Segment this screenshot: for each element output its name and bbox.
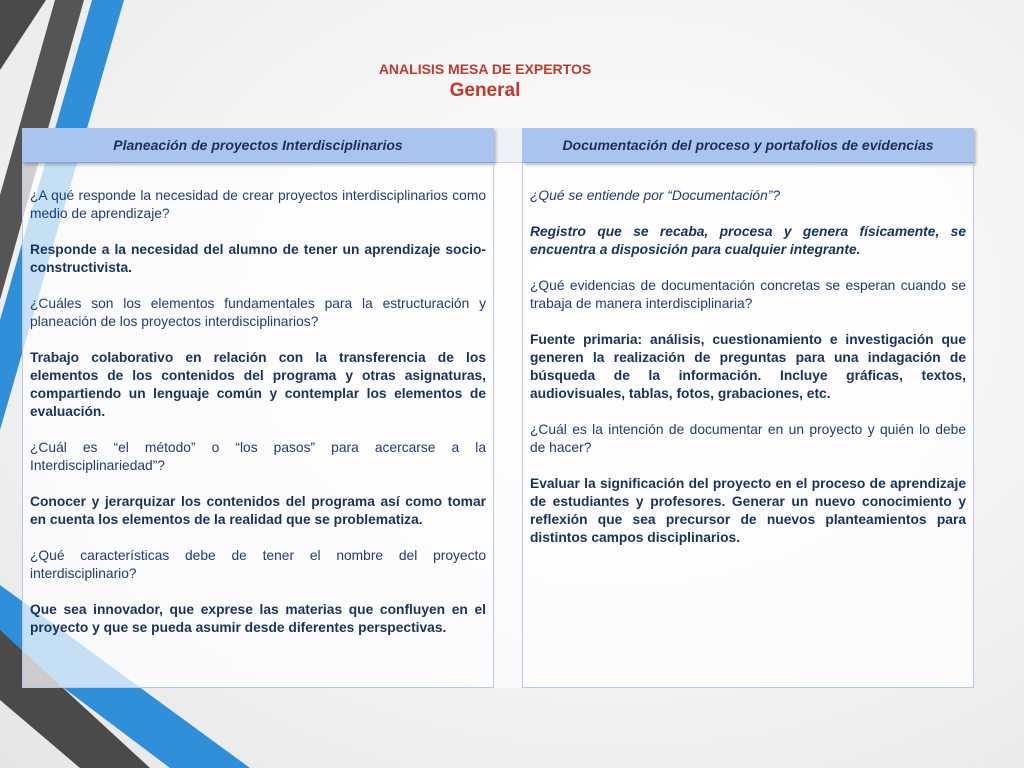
left-column-body xyxy=(22,163,494,688)
right-answer-3: Evaluar la significación del proyecto en el proceso de aprendizaje de estudiantes y profesores. Generar un nuevo conocimiento y reflexión que sea precursor de nuevos planteamientos para distintos campos disciplinarios. xyxy=(530,476,966,545)
left-question-4: ¿Qué características debe de tener el nombre del proyecto interdisciplinario? xyxy=(30,548,486,581)
right-question-3: ¿Cuál es la intención de documentar en un proyecto y quién lo debe de hacer? xyxy=(530,422,966,455)
right-answer-1: Registro que se recaba, procesa y genera físicamente, se encuentra a disposición para cualquier integrante. xyxy=(530,224,966,257)
left-question-1: ¿A qué responde la necesidad de crear proyectos interdisciplinarios como medio de aprendizaje? xyxy=(30,188,486,221)
page-title: ANALISIS MESA DE EXPERTOS xyxy=(378,61,592,77)
left-column xyxy=(22,128,494,688)
left-answer-2: Trabajo colaborativo en relación con la transferencia de los elementos de los contenidos del programa y otras asignaturas, compartiendo un lenguaje común y contemplar los elementos de evaluación. xyxy=(30,350,486,419)
left-question-3: ¿Cuál es “el método” o “los pasos” para acercarse a la Interdisciplinariedad”? xyxy=(30,440,486,473)
left-column-header: Planeación de proyectos Interdisciplinarios xyxy=(22,128,494,163)
right-column-body xyxy=(522,163,974,688)
right-question-1: ¿Qué se entiende por “Documentación”? xyxy=(530,188,781,203)
right-column xyxy=(522,128,974,688)
right-column-header: Documentación del proceso y portafolios de evidencias xyxy=(522,128,974,163)
left-answer-3: Conocer y jerarquizar los contenidos del programa así como tomar en cuenta los elementos de la realidad que se problematiza. xyxy=(30,494,486,527)
left-answer-1: Responde a la necesidad del alumno de tener un aprendizaje socio-constructivista. xyxy=(30,242,486,275)
left-answer-4: Que sea innovador, que exprese las materias que confluyen en el proyecto y que se pueda asumir desde diferentes perspectivas. xyxy=(30,602,486,635)
page-subtitle: General xyxy=(449,80,521,101)
left-question-2: ¿Cuáles son los elementos fundamentales para la estructuración y planeación de los proyectos interdisciplinarios? xyxy=(30,296,486,329)
column-spacer xyxy=(494,128,522,688)
right-question-2: ¿Qué evidencias de documentación concretas se esperan cuando se trabaja de manera interdisciplinaria? xyxy=(530,278,966,311)
right-answer-2: Fuente primaria: análisis, cuestionamiento e investigación que generen la realización de preguntas para una indagación de búsqueda de la información. Incluye gráficas, textos, audiovisuales, tablas, fotos, grabaciones, etc. xyxy=(530,332,966,401)
